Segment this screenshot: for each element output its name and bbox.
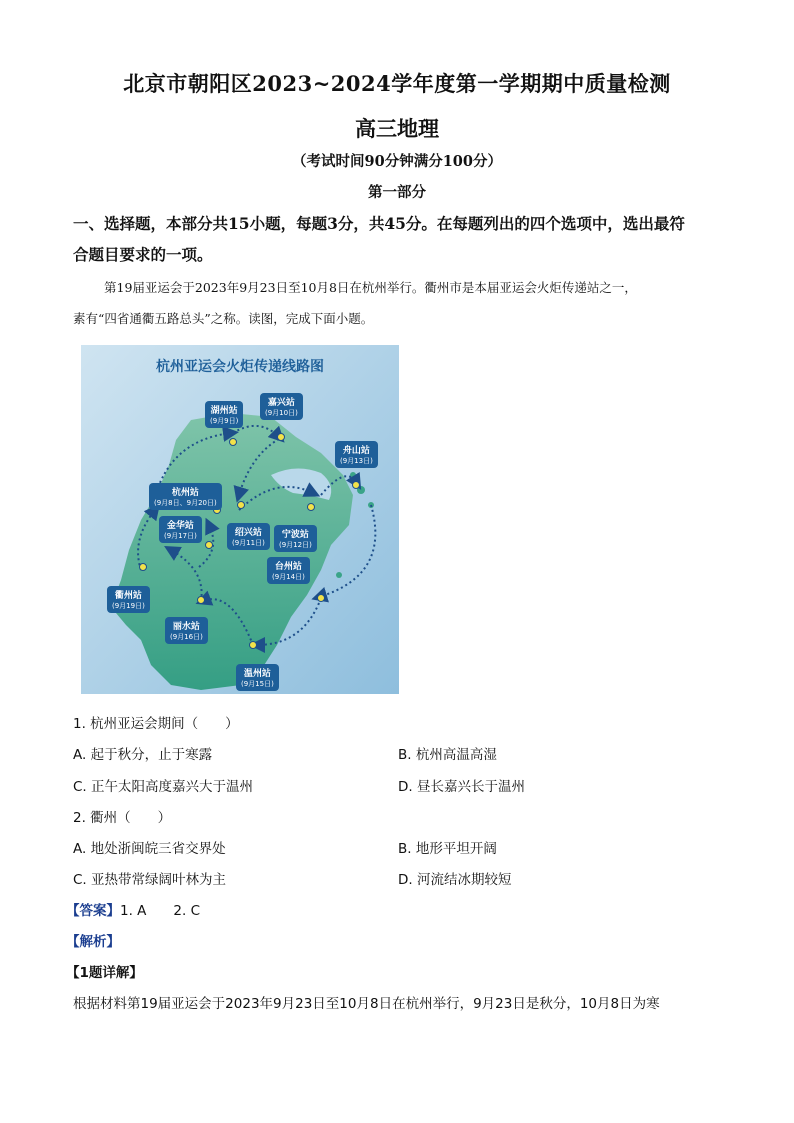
torch-relay-map: [81, 345, 399, 694]
question-1-stem: 1. 杭州亚运会期间（ ）: [73, 716, 239, 732]
material-line2: 素有“四省通衢五路总头”之称。读图，完成下面小题。: [73, 311, 374, 326]
station-quzhou: 衢州站 (9月19日): [107, 586, 150, 613]
answer-text: 1. A 2. C: [120, 903, 201, 919]
station-ningbo: 宁波站 (9月12日): [274, 525, 317, 552]
station-shaoxing: 绍兴站 (9月11日): [227, 523, 270, 550]
detail-label: 【1题详解】: [66, 965, 143, 981]
station-jiaxing: 嘉兴站 (9月10日): [260, 393, 303, 420]
question-2-option-c[interactable]: C. 亚热带常绿阔叶林为主: [73, 872, 227, 888]
question-1-option-b[interactable]: B. 杭州高温高湿: [398, 747, 497, 763]
question-1-option-c[interactable]: C. 正午太阳高度嘉兴大于温州: [73, 779, 254, 795]
map-title: 杭州亚运会火炬传递线路图: [156, 359, 324, 375]
station-jinhua: 金华站 (9月17日): [159, 516, 202, 543]
question-2-option-a[interactable]: A. 地处浙闽皖三省交界处: [73, 841, 226, 857]
material-line1: 第19届亚运会于2023年9月23日至10月8日在杭州举行。衢州市是本届亚运会火炬传递站之一，: [104, 280, 637, 295]
exam-title: 北京市朝阳区2023~2024学年度第一学期期中质量检测: [123, 71, 671, 96]
station-wenzhou: 温州站 (9月15日): [236, 664, 279, 691]
answer-line: [66, 899, 200, 919]
station-hangzhou: 杭州站 (9月8日、9月20日): [149, 483, 222, 510]
question-2-option-d[interactable]: D. 河流结冰期较短: [398, 872, 512, 888]
question-1-option-a[interactable]: A. 起于秋分，止于寒露: [73, 747, 213, 763]
part-title: 第一部分: [368, 184, 426, 201]
station-huzhou: 湖州站 (9月9日): [205, 401, 243, 428]
section-heading-line1: 一、选择题，本部分共15小题，每题3分，共45分。在每题列出的四个选项中，选出最符: [73, 214, 685, 233]
question-1-option-d[interactable]: D. 昼长嘉兴长于温州: [398, 779, 525, 795]
section-heading-line2: 合题目要求的一项。: [73, 245, 213, 264]
answer-label: 【答案】: [66, 903, 120, 919]
exam-info: （考试时间90分钟满分100分）: [292, 153, 502, 170]
station-zhoushan: 舟山站 (9月13日): [335, 441, 378, 468]
station-lishui: 丽水站 (9月16日): [165, 617, 208, 644]
map-graphic: [81, 345, 399, 694]
analysis-label: 【解析】: [66, 934, 120, 950]
explanation-line: 根据材料第19届亚运会于2023年9月23日至10月8日在杭州举行，9月23日是秋分，10月8日为寒: [73, 996, 660, 1012]
subject-title: 高三地理: [355, 116, 439, 141]
question-2-stem: 2. 衢州（ ）: [73, 810, 172, 826]
station-taizhou: 台州站 (9月14日): [267, 557, 310, 584]
question-2-option-b[interactable]: B. 地形平坦开阔: [398, 841, 497, 857]
